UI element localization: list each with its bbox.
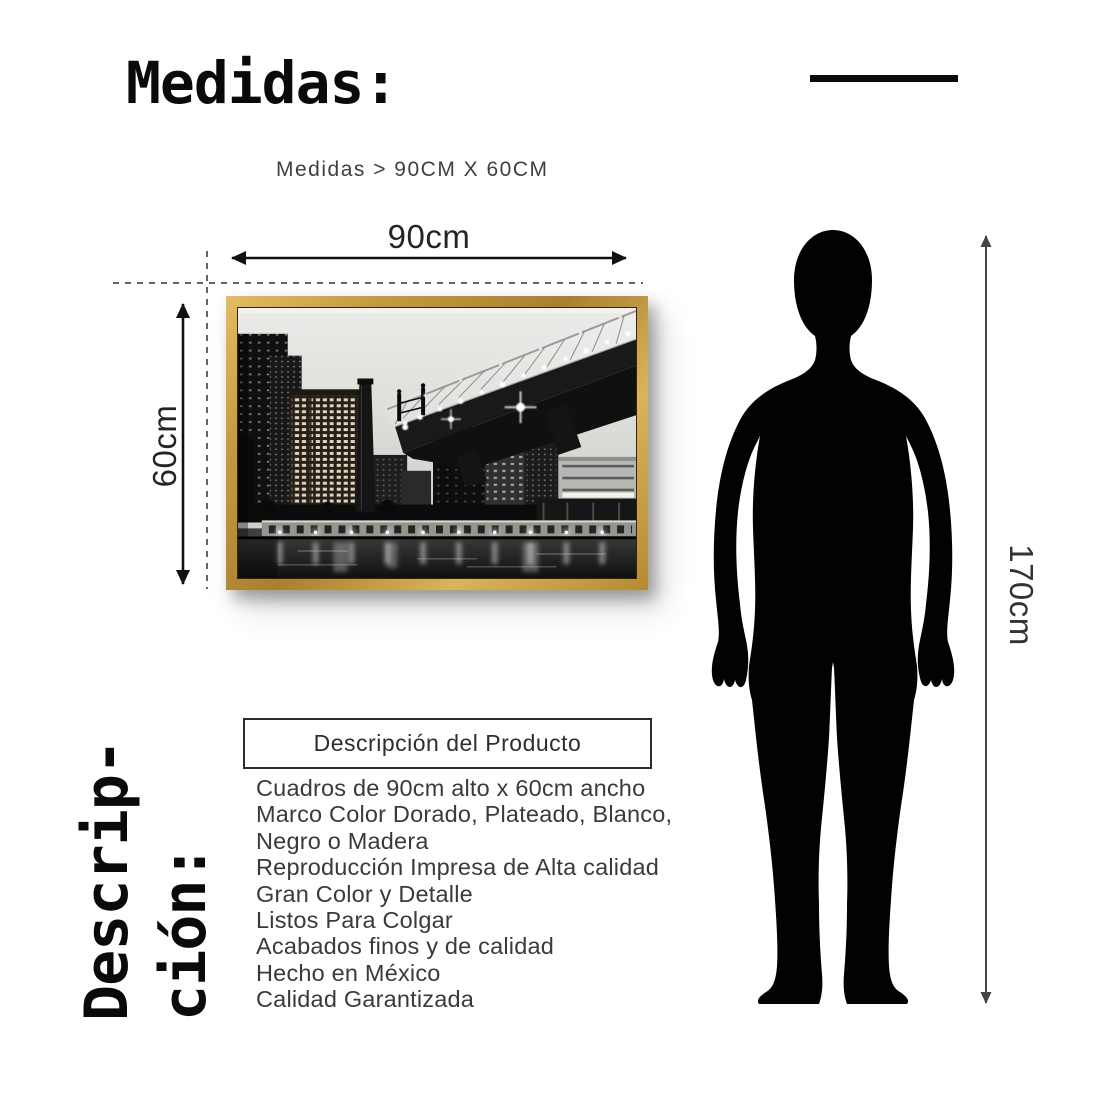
description-box-title: Descripción del Producto bbox=[313, 730, 582, 756]
description-heading-line2: ción: bbox=[150, 845, 220, 1021]
description-heading-line1: Descrip- bbox=[72, 740, 142, 1021]
description-line: Calidad Garantizada bbox=[256, 986, 475, 1013]
framed-artwork bbox=[226, 296, 648, 590]
water bbox=[238, 536, 636, 578]
description-list bbox=[256, 775, 676, 1013]
bridge-cityscape-photo bbox=[238, 308, 636, 578]
description-box bbox=[243, 718, 652, 769]
description-line: Listos Para Colgar bbox=[256, 907, 453, 934]
description-heading bbox=[68, 701, 228, 1021]
person-height-label: 170cm bbox=[1003, 544, 1040, 646]
width-dimension-label: 90cm bbox=[387, 218, 471, 255]
breadcrumb: Medidas > 90CM X 60CM bbox=[276, 158, 549, 181]
person-silhouette bbox=[695, 228, 967, 1010]
description-line: Marco Color Dorado, Plateado, Blanco, bbox=[256, 801, 673, 828]
description-line: Hecho en México bbox=[256, 959, 441, 986]
height-dimension-label: 60cm bbox=[146, 404, 183, 488]
description-line: Negro o Madera bbox=[256, 827, 429, 854]
artwork-photo bbox=[237, 307, 637, 579]
page-title: Medidas: bbox=[126, 49, 398, 117]
description-line: Cuadros de 90cm alto x 60cm ancho bbox=[256, 775, 646, 801]
description-line: Gran Color y Detalle bbox=[256, 880, 473, 907]
pier bbox=[238, 520, 636, 537]
description-line: Reproducción Impresa de Alta calidad bbox=[256, 854, 660, 881]
header-rule bbox=[810, 75, 958, 82]
description-line: Acabados finos y de calidad bbox=[256, 933, 555, 960]
